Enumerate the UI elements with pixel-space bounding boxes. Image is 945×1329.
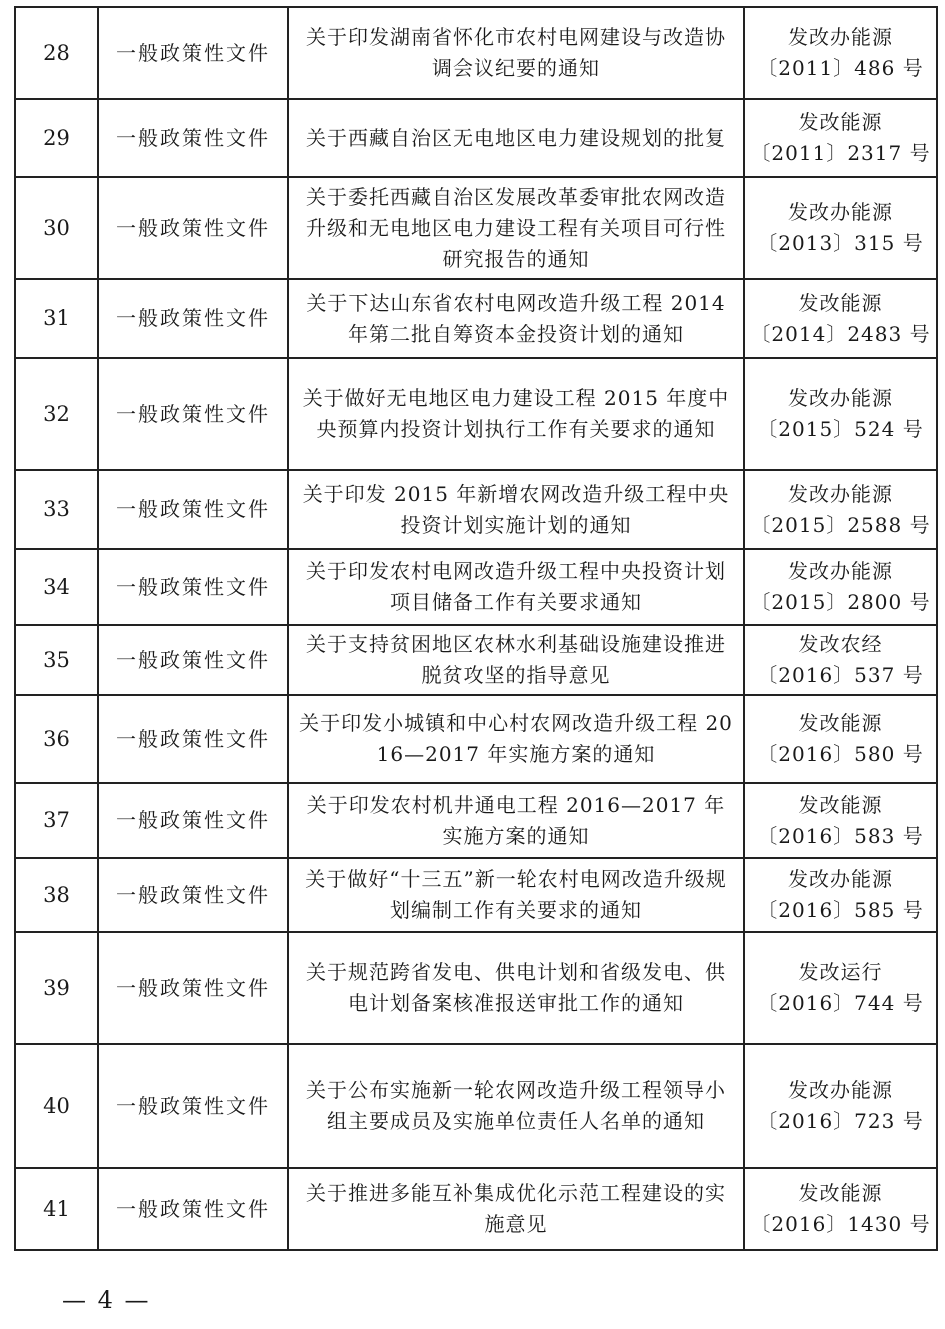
table-row [15,1044,937,1168]
document-serial: 〔2013〕315 号 [757,231,924,255]
document-title: 关于印发湖南省怀化市农村电网建设与改造协调会议纪要的通知 [288,7,744,99]
table-row [15,7,937,99]
document-number [744,99,937,177]
table-row [15,177,937,279]
issuing-office: 发改能源 [798,290,883,315]
document-serial: 〔2014〕2483 号 [750,321,931,346]
document-serial: 〔2015〕2588 号 [750,512,931,537]
document-title: 关于推进多能互补集成优化示范工程建设的实施意见 [288,1168,744,1250]
document-type: 一般政策性文件 [98,470,288,549]
table-row [15,625,937,695]
document-title: 关于印发 2015 年新增农网改造升级工程中央投资计划实施计划的通知 [288,470,744,549]
table-row [15,549,937,625]
document-type: 一般政策性文件 [98,1168,288,1250]
document-type: 一般政策性文件 [98,858,288,932]
issuing-office: 发改能源 [798,711,883,735]
policy-document-table [14,6,938,1251]
row-number: 37 [15,783,98,858]
document-type: 一般政策性文件 [98,932,288,1044]
table-row [15,358,937,470]
document-type: 一般政策性文件 [98,1044,288,1168]
document-title: 关于做好无电地区电力建设工程 2015 年度中央预算内投资计划执行工作有关要求的通知 [288,358,744,470]
table-row [15,99,937,177]
document-number [744,1044,937,1168]
row-number: 39 [15,932,98,1044]
issuing-office: 发改办能源 [788,386,893,410]
table-row [15,695,937,783]
table-row [15,932,937,1044]
row-number: 38 [15,858,98,932]
issuing-office: 发改能源 [798,792,883,817]
document-number [744,549,937,625]
document-type: 一般政策性文件 [98,549,288,625]
document-number [744,279,937,358]
document-number [744,470,937,549]
document-title: 关于规范跨省发电、供电计划和省级发电、供电计划备案核准报送审批工作的通知 [288,932,744,1044]
document-number [744,7,937,99]
document-serial: 〔2011〕486 号 [757,56,924,80]
document-title: 关于支持贫困地区农林水利基础设施建设推进脱贫攻坚的指导意见 [288,625,744,695]
row-number: 41 [15,1168,98,1250]
document-number [744,1168,937,1250]
table-row [15,783,937,858]
document-number [744,695,937,783]
document-title: 关于印发农村机井通电工程 2016—2017 年实施方案的通知 [288,783,744,858]
document-serial: 〔2016〕537 号 [757,663,924,687]
issuing-office: 发改能源 [798,1181,883,1205]
document-title: 关于下达山东省农村电网改造升级工程 2014 年第二批自筹资本金投资计划的通知 [288,279,744,358]
document-serial: 〔2011〕2317 号 [750,141,931,165]
document-title: 关于公布实施新一轮农网改造升级工程领导小组主要成员及实施单位责任人名单的通知 [288,1044,744,1168]
row-number: 31 [15,279,98,358]
issuing-office: 发改能源 [798,110,883,134]
document-type: 一般政策性文件 [98,7,288,99]
document-serial: 〔2016〕583 号 [757,823,924,848]
document-serial: 〔2016〕723 号 [757,1109,924,1133]
issuing-office: 发改办能源 [788,1078,893,1102]
row-number: 34 [15,549,98,625]
row-number: 30 [15,177,98,279]
row-number: 40 [15,1044,98,1168]
issuing-office: 发改办能源 [788,25,893,49]
document-type: 一般政策性文件 [98,177,288,279]
issuing-office: 发改办能源 [788,200,893,224]
document-serial: 〔2016〕580 号 [757,742,924,766]
table-row [15,1168,937,1250]
document-title: 关于印发农村电网改造升级工程中央投资计划项目储备工作有关要求通知 [288,549,744,625]
document-title: 关于委托西藏自治区发展改革委审批农网改造升级和无电地区电力建设工程有关项目可行性研究报告的通知 [288,177,744,279]
document-number [744,932,937,1044]
issuing-office: 发改办能源 [788,559,893,583]
page-number: — 4 — [62,1286,151,1314]
document-serial: 〔2016〕744 号 [757,991,924,1015]
document-type: 一般政策性文件 [98,279,288,358]
table-body [15,7,937,1250]
document-title: 关于做好“十三五”新一轮农村电网改造升级规划编制工作有关要求的通知 [288,858,744,932]
document-number [744,358,937,470]
table-row [15,279,937,358]
document-type: 一般政策性文件 [98,358,288,470]
document-type: 一般政策性文件 [98,625,288,695]
row-number: 36 [15,695,98,783]
document-number [744,625,937,695]
document-title: 关于印发小城镇和中心村农网改造升级工程 2016—2017 年实施方案的通知 [288,695,744,783]
document-number [744,858,937,932]
document-number [744,177,937,279]
document-serial: 〔2016〕585 号 [757,898,924,922]
document-type: 一般政策性文件 [98,99,288,177]
table-row [15,858,937,932]
row-number: 35 [15,625,98,695]
document-type: 一般政策性文件 [98,695,288,783]
row-number: 29 [15,99,98,177]
table-row [15,470,937,549]
document-serial: 〔2015〕524 号 [757,417,924,441]
issuing-office: 发改办能源 [788,867,893,891]
document-type: 一般政策性文件 [98,783,288,858]
row-number: 33 [15,470,98,549]
document-number [744,783,937,858]
issuing-office: 发改办能源 [788,481,893,506]
document-serial: 〔2015〕2800 号 [750,590,931,614]
document-title: 关于西藏自治区无电地区电力建设规划的批复 [288,99,744,177]
issuing-office: 发改农经 [798,632,883,656]
row-number: 32 [15,358,98,470]
row-number: 28 [15,7,98,99]
document-serial: 〔2016〕1430 号 [750,1212,931,1236]
issuing-office: 发改运行 [798,960,883,984]
